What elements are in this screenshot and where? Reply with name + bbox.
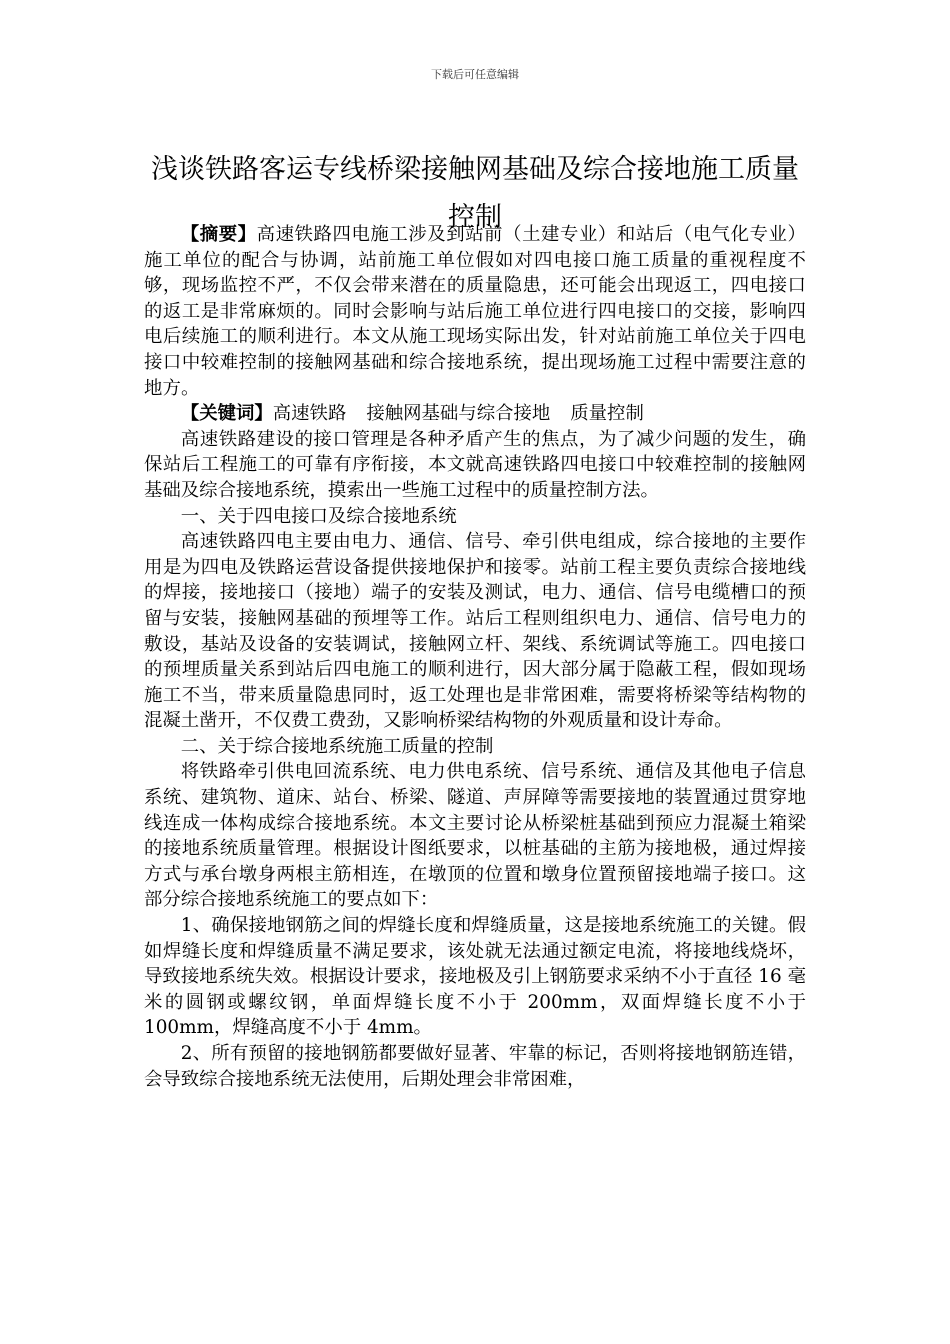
keywords-paragraph xyxy=(144,401,806,427)
header-note: 下载后可任意编辑 xyxy=(431,68,519,81)
abstract-label: 【摘要】 xyxy=(180,224,257,245)
keywords-label: 【关键词】 xyxy=(180,403,273,425)
abstract-text: 高速铁路四电施工涉及到站前（土建专业）和站后（电气化专业）施工单位的配合与协调，站前施工单位假如对四电接口施工质量的重视程度不够，现场监控不严，不仅会带来潜在的质量隐患，还可能会出现返工，四电接口的返工是非常麻烦的。同时会影响与站后施工单位进行四电接口的交接，影响四电后续施工的顺利进行。本文从施工现场实际出发，针对站前施工单位关于四电接口中较难控制的接触网基础和综合接地系统，提出现场施工过程中需要注意的地方。 xyxy=(144,224,806,399)
keyword-item: 质量控制 xyxy=(570,403,644,425)
document-title: 浅谈铁路客运专线桥梁接触网基础及综合接地施工质量控制 xyxy=(151,154,799,234)
section-heading-2: 二、关于综合接地系统施工质量的控制 xyxy=(180,735,494,757)
keyword-item: 高速铁路 xyxy=(272,403,347,425)
numbered-point-2: 2、所有预留的接地钢筋都要做好显著、牢靠的标记，否则将接地钢筋连错，会导致综合接地系统无法使用，后期处理会非常困难， xyxy=(144,1043,806,1090)
section-heading-1: 一、关于四电接口及综合接地系统 xyxy=(180,505,457,527)
body-paragraph: 高速铁路四电主要由电力、通信、信号、牵引供电组成，综合接地的主要作用是为四电及铁路运营设备提供接地保护和接零。站前工程主要负责综合接地线的焊接，接地接口（接地）端子的安装及测试，电力、通信、信号电缆槽口的预留与安装，接触网基础的预埋等工作。站后工程则组织电力、通信、信号电力的敷设，基站及设备的安装调试，接触网立杆、架线、系统调试等施工。四电接口的预埋质量关系到站后四电施工的顺利进行，因大部分属于隐蔽工程，假如现场施工不当，带来质量隐患同时，返工处理也是非常困难，需要将桥梁等结构物的混凝土凿开，不仅费工费劲，又影响桥梁结构物的外观质量和设计寿命。 xyxy=(144,531,806,732)
document-body xyxy=(144,222,806,1092)
numbered-point-1: 1、确保接地钢筋之间的焊缝长度和焊缝质量，这是接地系统施工的关键。假如焊缝长度和焊缝质量不满足要求，该处就无法通过额定电流，将接地线烧坏，导致接地系统失效。根据设计要求，接地极及引上钢筋要求采纳不小于直径 16 毫米的圆钢或螺纹钢，单面焊缝长度不小于 200mm，双面焊缝长度不小于 100mm，焊缝高度不小于 4mm。 xyxy=(144,915,806,1039)
body-paragraph: 将铁路牵引供电回流系统、电力供电系统、信号系统、通信及其他电子信息系统、建筑物、道床、站台、桥梁、隧道、声屏障等需要接地的装置通过贯穿地线连成一体构成综合接地系统。本文主要讨论从桥梁桩基础到预应力混凝土箱梁的接地系统质量管理。根据设计图纸要求，以桩基础的主筋为接地极，通过焊接方式与承台墩身两根主筋相连，在墩顶的位置和墩身位置预留接地端子接口。这部分综合接地系统施工的要点如下： xyxy=(144,761,806,911)
keyword-item: 接触网基础与综合接地 xyxy=(366,403,551,425)
abstract-paragraph xyxy=(144,222,806,401)
body-paragraph-intro: 高速铁路建设的接口管理是各种矛盾产生的焦点，为了减少问题的发生，确保站后工程施工的可靠有序衔接，本文就高速铁路四电接口中较难控制的接触网基础及综合接地系统，摸索出一些施工过程中的质量控制方法。 xyxy=(144,428,806,501)
